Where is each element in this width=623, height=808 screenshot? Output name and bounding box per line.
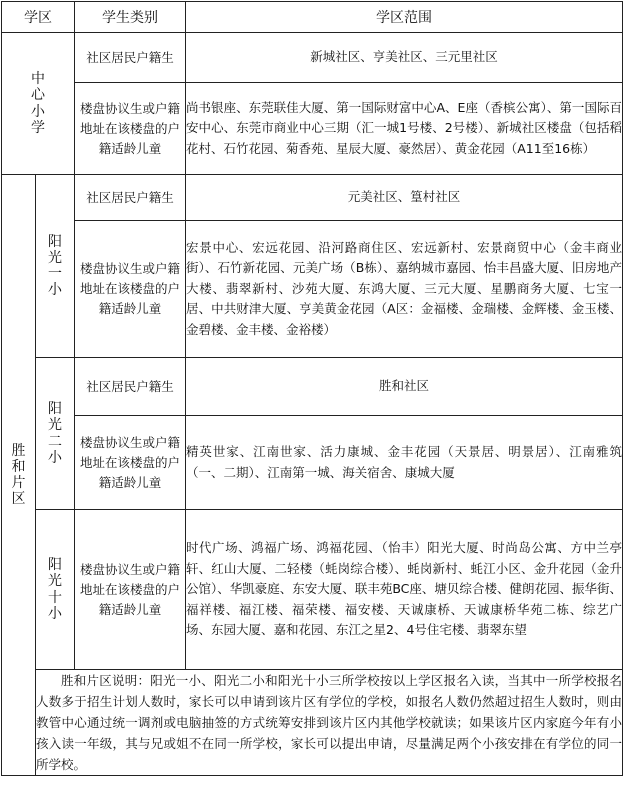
school-yg1-label: 阳光一小: [48, 233, 62, 299]
category-agreement: 楼盘协议生或户籍地址在该楼盘的户籍适龄儿童: [75, 416, 186, 510]
header-district: 学区: [2, 2, 75, 33]
category-agreement: 楼盘协议生或户籍地址在该楼盘的户籍适龄儿童: [75, 221, 186, 358]
row-yg10-agreement: [2, 510, 623, 670]
row-center-agreement: [2, 83, 623, 175]
range-yg1-agreement: 宏景中心、宏远花园、沿河路商住区、宏远新村、宏景商贸中心（金丰商业街）、石竹新花园、元美广场（B栋）、嘉纳城市嘉园、怡丰昌盛大厦、旧房地产大楼、翡翠新村、沙苑大厦、东鸿大厦、三元大厦、星鹏商务大厦、七宝一居、中共财津大厦、亨美黄金花园（A区：金福楼、金瑞楼、金辉楼、金玉楼、金碧楼、金丰楼、金裕楼）: [186, 221, 623, 358]
category-resident: 社区居民户籍生: [75, 358, 186, 416]
category-agreement: 楼盘协议生或户籍地址在该楼盘的户籍适龄儿童: [75, 510, 186, 670]
school-yg2: [36, 358, 75, 510]
header-range: 学区范围: [186, 2, 623, 33]
school-yg10: [36, 510, 75, 670]
range-yg1-resident: 元美社区、篁村社区: [186, 175, 623, 221]
school-district-table: [1, 1, 623, 776]
range-center-agreement: 尚书银座、东莞联佳大厦、第一国际财富中心A、E座（香槟公寓）、第一国际百安中心、东莞市商业中心三期（汇一城1号楼、2号楼）、新城社区楼盘（包括稻花村、石竹花园、菊香苑、星辰大厦、豪然居）、黄金花园（A11至16栋）: [186, 83, 623, 175]
district-shenghe-label: 胜和片区: [11, 442, 26, 508]
category-resident: 社区居民户籍生: [75, 175, 186, 221]
category-agreement: 楼盘协议生或户籍地址在该楼盘的户籍适龄儿童: [75, 83, 186, 175]
header-row: [2, 2, 623, 33]
header-category: 学生类别: [75, 2, 186, 33]
district-shenghe: [2, 175, 36, 776]
school-yg10-label: 阳光十小: [48, 557, 62, 622]
school-yg1: [36, 175, 75, 358]
range-yg2-agreement: 精英世家、江南世家、活力康城、金丰花园（天景居、明景居）、江南雅筑（一、二期）、江南第一城、海关宿舍、康城大厦: [186, 416, 623, 510]
row-yg2-agreement: [2, 416, 623, 510]
row-yg1-agreement: [2, 221, 623, 358]
row-center-resident: [2, 33, 623, 83]
category-resident: 社区居民户籍生: [75, 33, 186, 83]
school-yg2-label: 阳光二小: [48, 401, 62, 466]
district-center: [2, 33, 75, 175]
row-note: [2, 670, 623, 776]
enrollment-table-page: [1, 1, 622, 776]
range-yg10-agreement: 时代广场、鸿福广场、鸿福花园、（怡丰）阳光大厦、时尚岛公寓、方中兰亭轩、红山大厦、二轻楼（蚝岗综合楼）、蚝岗新村、蚝江小区、金升花园（金升公馆）、华凯豪庭、东安大厦、联丰苑BC座、塘贝综合楼、健朗花园、振华街、福祥楼、福江楼、福荣楼、福安楼、天诚康桥、天诚康桥华苑二栋、综艺广场、东园大厦、嘉和花园、东江之星2、4号住宅楼、翡翠东望: [186, 510, 623, 670]
range-yg2-resident: 胜和社区: [186, 358, 623, 416]
district-center-label: 中心小学: [31, 71, 45, 136]
row-yg2-resident: [2, 358, 623, 416]
row-yg1-resident: [2, 175, 623, 221]
shenghe-note: 胜和片区说明：阳光一小、阳光二小和阳光十小三所学校按以上学区报名入读，当其中一所学校报名人数多于招生计划人数时，家长可以申请到该片区有学位的学校，如报名人数仍然超过招生人数时，则由教管中心通过统一调剂或电脑抽签的方式统筹安排到该片区内其他学校就读；如果该片区内家庭今年有小孩入读一年级，其与兄或姐不在同一所学校，家长可以提出申请，尽量满足两个小孩安排在有学位的同一所学校。: [36, 670, 623, 776]
range-center-resident: 新城社区、亨美社区、三元里社区: [186, 33, 623, 83]
